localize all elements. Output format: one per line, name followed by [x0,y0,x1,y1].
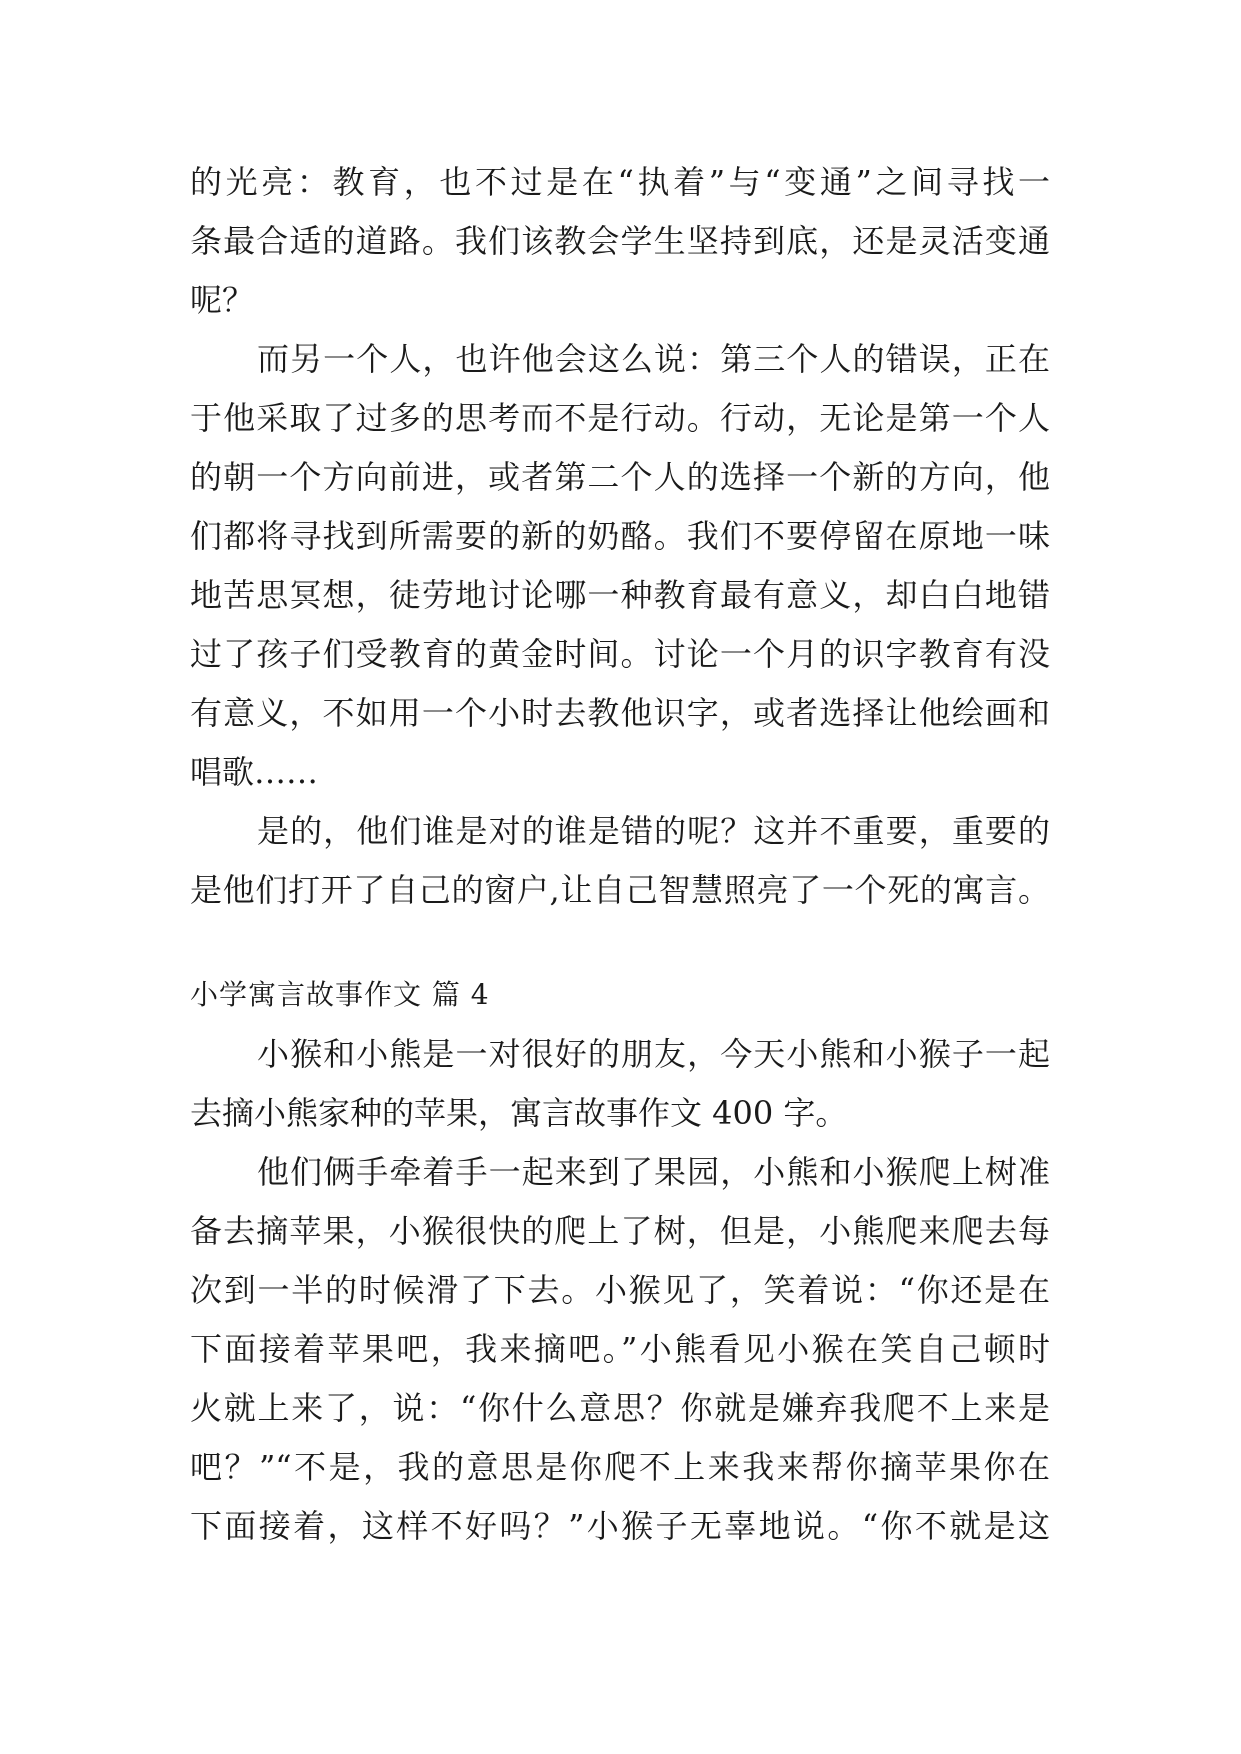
paragraph-first-line: 他们俩手牵着手一起来到了果园，小熊和小猴爬上树准 [257,1153,1050,1191]
text-line: 地苦思冥想，徒劳地讨论哪一种教育最有意义，却白白地错 [190,576,1050,614]
text-line: 呢？ [190,281,255,319]
text-line: 吧？”“不是，我的意思是你爬不上来我来帮你摘苹果你在 [190,1448,1050,1486]
text-line: 于他采取了过多的思考而不是行动。行动，无论是第一个人 [190,399,1050,437]
text-line: 火就上来了，说：“你什么意思？你就是嫌弃我爬不上来是 [190,1389,1050,1427]
section-heading: 小学寓言故事作文 篇 4 [190,978,490,1011]
paragraph-first-line: 是的，他们谁是对的谁是错的呢？这并不重要，重要的 [257,812,1050,850]
text-line: 下面接着苹果吧，我来摘吧。”小熊看见小猴在笑自己顿时 [190,1330,1050,1368]
paragraph-first-line: 小猴和小熊是一对很好的朋友，今天小熊和小猴子一起 [257,1035,1050,1073]
text-line: 是他们打开了自己的窗户,让自己智慧照亮了一个死的寓言。 [190,871,1050,909]
text-line: 下面接着，这样不好吗？”小猴子无辜地说。“你不就是这 [190,1507,1050,1545]
text-line: 次到一半的时候滑了下去。小猴见了，笑着说：“你还是在 [190,1271,1050,1309]
text-line: 的光亮：教育，也不过是在“执着”与“变通”之间寻找一 [190,163,1050,201]
text-line: 条最合适的道路。我们该教会学生坚持到底，还是灵活变通 [190,222,1050,260]
text-line: 唱歌…… [190,753,319,791]
text-line: 去摘小熊家种的苹果，寓言故事作文 400 字。 [190,1094,848,1132]
paragraph-first-line: 而另一个人，也许他会这么说：第三个人的错误，正在 [257,340,1050,378]
text-line: 过了孩子们受教育的黄金时间。讨论一个月的识字教育有没 [190,635,1050,673]
text-line: 有意义，不如用一个小时去教他识字，或者选择让他绘画和 [190,694,1050,732]
text-line: 们都将寻找到所需要的新的奶酪。我们不要停留在原地一味 [190,517,1050,555]
text-line: 的朝一个方向前进，或者第二个人的选择一个新的方向，他 [190,458,1050,496]
text-line: 备去摘苹果，小猴很快的爬上了树，但是，小熊爬来爬去每 [190,1212,1050,1250]
